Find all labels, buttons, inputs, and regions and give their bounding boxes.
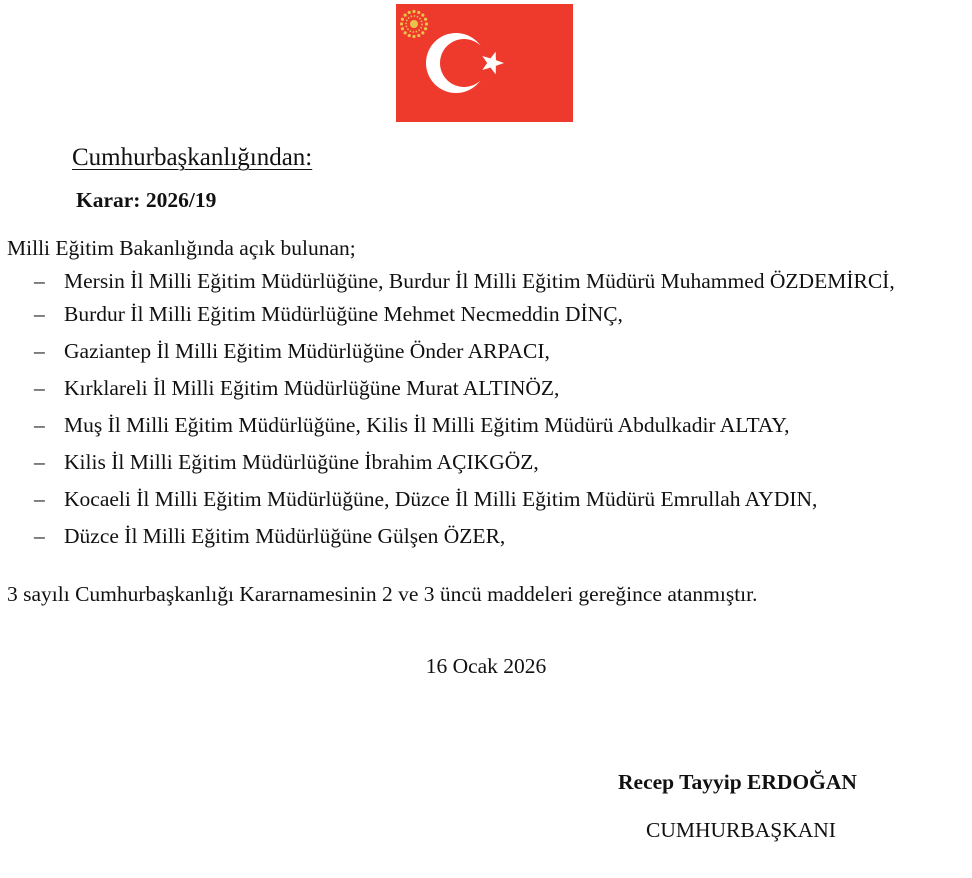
decision-number: Karar: 2026/19 [76,188,217,212]
decision-date: 16 Ocak 2026 [425,654,547,678]
crescent-inner [440,39,488,87]
list-item [0,268,956,295]
list-dash: – [34,413,45,437]
list-dash: – [34,524,45,548]
seal-star-dot [421,31,424,34]
seal-star-dot [412,10,415,13]
list-item [0,486,972,513]
list-dash: – [34,302,45,326]
seal-core [410,20,418,28]
list-item [0,301,972,328]
list-item [0,523,972,550]
closing-text: 3 sayılı Cumhurbaşkanlığı Kararnamesinin 2 ve 3 üncü maddeleri gereğince atanmıştır. [7,582,758,606]
list-dash: – [34,339,45,363]
seal-star-dot [421,14,424,17]
list-item-text: Kilis İl Milli Eğitim Müdürlüğüne İbrahim AÇIKGÖZ, [64,450,539,474]
list-item-text: Düzce İl Milli Eğitim Müdürlüğüne Gülşen ÖZER, [64,524,506,548]
seal-star-dot [408,11,411,14]
list-item-text: Mersin İl Milli Eğitim Müdürlüğüne, Burdur İl Milli Eğitim Müdürü Muhammed ÖZDEMİRCİ, [64,269,895,293]
seal-star-dot [404,31,407,34]
list-item-text: Burdur İl Milli Eğitim Müdürlüğüne Mehmet Necmeddin DİNÇ, [64,302,623,326]
list-item [0,449,972,476]
seal-star-dot [424,18,427,21]
turkish-flag-emblem [396,4,573,122]
list-dash: – [34,376,45,400]
list-item-text: Kırklareli İl Milli Eğitim Müdürlüğüne Murat ALTINÖZ, [64,376,560,400]
seal-star-dot [400,22,403,25]
list-item [0,412,972,439]
seal-star-dot [425,22,428,25]
list-item [0,375,972,402]
list-item-text: Muş İl Milli Eğitim Müdürlüğüne, Kilis İl Milli Eğitim Müdürü Abdulkadir ALTAY, [64,413,790,437]
issuer-heading: Cumhurbaşkanlığından: [72,144,313,171]
seal-star-dot [417,11,420,14]
intro-text: Milli Eğitim Bakanlığında açık bulunan; [7,236,356,260]
seal-star-dot [404,14,407,17]
seal-star-dot [401,18,404,21]
seal-star-dot [424,27,427,30]
seal-star-dot [417,34,420,37]
list-item [0,338,972,365]
seal-star-dot [412,35,415,38]
signer-title: CUMHURBAŞKANI [646,818,836,842]
list-dash: – [34,487,45,511]
list-item-text: Kocaeli İl Milli Eğitim Müdürlüğüne, Düzce İl Milli Eğitim Müdürü Emrullah AYDIN, [64,487,818,511]
list-dash: – [34,450,45,474]
list-dash: – [34,269,45,293]
seal-star-dot [401,27,404,30]
signer-name: Recep Tayyip ERDOĞAN [618,770,857,794]
list-item-text: Gaziantep İl Milli Eğitim Müdürlüğüne Önder ARPACI, [64,339,550,363]
seal-star-dot [408,34,411,37]
appointment-list [0,268,972,560]
